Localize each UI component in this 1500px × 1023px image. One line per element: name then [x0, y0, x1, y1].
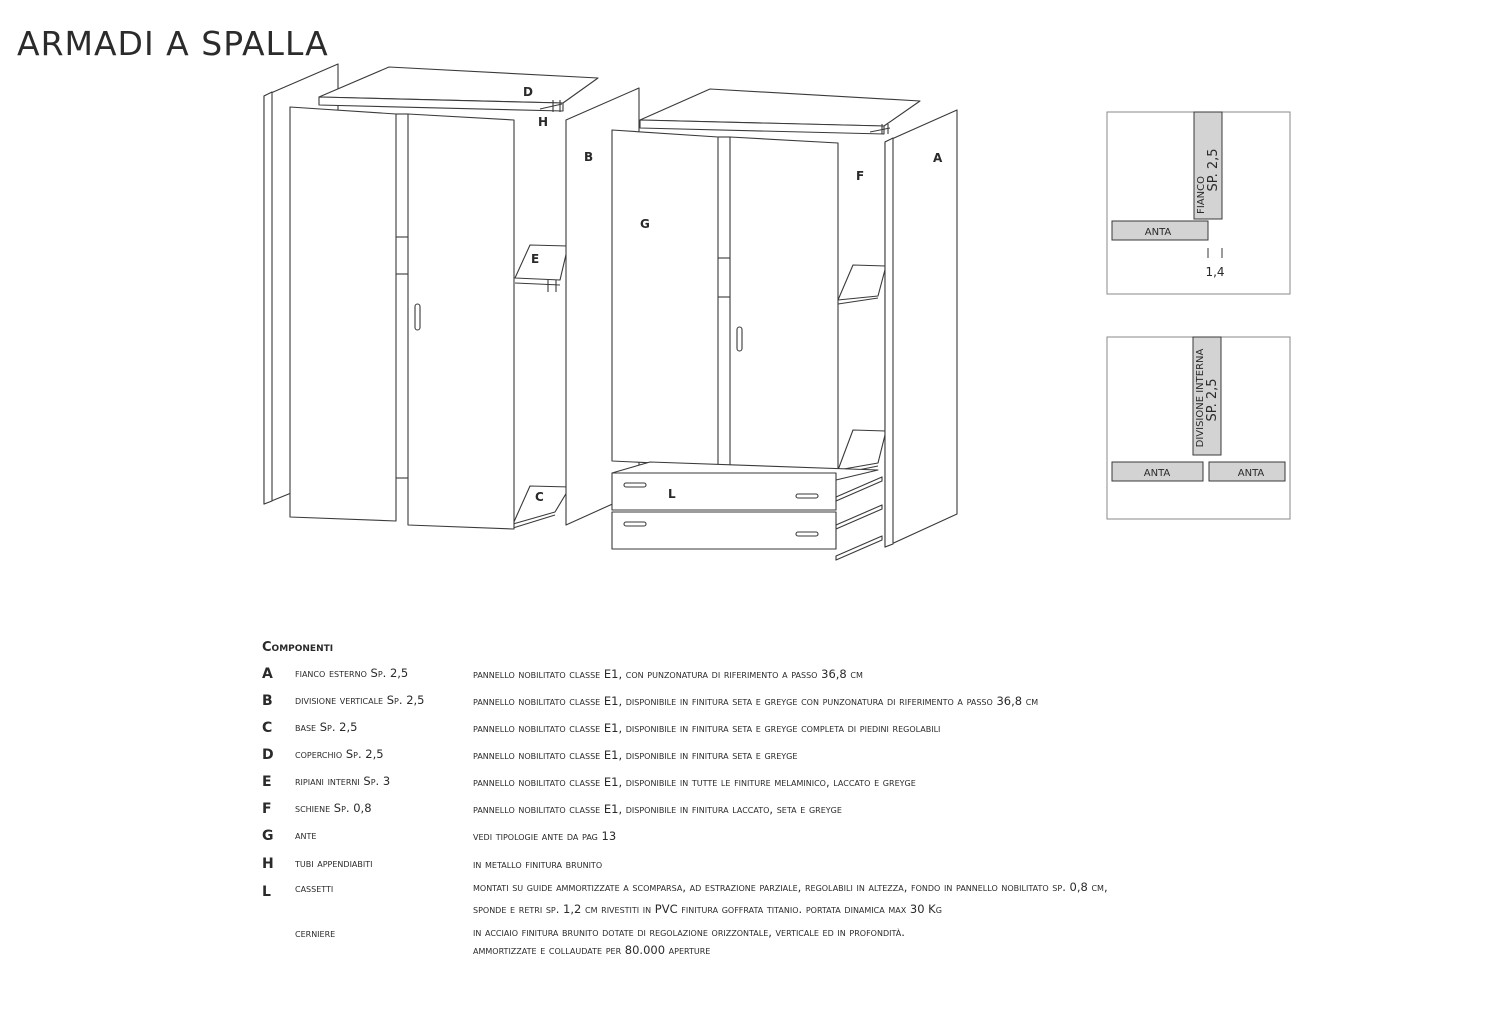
component-name: divisione verticale Sp. 2,5 [295, 693, 425, 707]
component-description: pannello nobilitato classe E1, disponibile in finitura seta e greyge [473, 748, 798, 762]
components-heading: Componenti [262, 640, 334, 655]
right-shelf-lower [838, 430, 886, 470]
drawer-top-front [612, 473, 836, 510]
component-name: coperchio Sp. 2,5 [295, 747, 384, 761]
fianco-door-label: ANTA [1144, 227, 1172, 238]
label-l: L [668, 487, 676, 501]
label-b: B [584, 150, 594, 164]
fianco-panel-thickness: SP. 2,5 [1206, 148, 1221, 192]
drawer-bottom-front [612, 512, 836, 549]
component-name: cassetti [295, 881, 334, 895]
component-letter: G [262, 828, 274, 844]
right-side-panel [885, 110, 957, 547]
component-name: cerniere [295, 926, 336, 940]
label-h: H [538, 115, 549, 129]
component-letter: B [262, 693, 273, 709]
component-description-line-2: ammortizzate e collaudate per 80.000 aperture [473, 943, 711, 957]
component-description-line-1: in acciaio finitura brunito dotate di regolazione orizzontale, verticale ed in profondità. [473, 925, 905, 939]
right-shelf-upper [838, 265, 886, 300]
component-description: pannello nobilitato classe E1, disponibile in finitura laccato, seta e greyge [473, 802, 842, 816]
component-letter: D [262, 747, 274, 763]
component-description: pannello nobilitato classe E1, disponibile in tutte le finiture melaminico, laccato e greyge [473, 775, 916, 789]
page-title: ARMADI A SPALLA [17, 24, 329, 63]
label-g: G [640, 217, 650, 231]
label-d: D [523, 85, 533, 99]
label-e: E [531, 252, 540, 266]
component-description: pannello nobilitato classe E1, disponibile in finitura seta e greyge completa di piedini regolabili [473, 721, 941, 735]
component-description: pannello nobilitato classe E1, disponibile in finitura seta e greyge con punzonatura di riferimento a passo 36,8 cm [473, 694, 1039, 708]
right-top-panel [640, 89, 920, 126]
component-name: tubi appendiabiti [295, 856, 373, 870]
component-description: in metallo finitura brunito [473, 857, 603, 871]
component-letter: F [262, 801, 272, 817]
left-door-2 [408, 114, 514, 529]
component-name: schiene Sp. 0,8 [295, 801, 372, 815]
right-door-2 [730, 137, 838, 474]
divisione-door-right-label: ANTA [1237, 468, 1265, 479]
left-door-1 [290, 107, 396, 521]
component-letter: H [262, 856, 274, 872]
component-letter: C [262, 720, 273, 736]
component-name: fianco esterno Sp. 2,5 [295, 666, 409, 680]
divisione-panel-thickness: SP. 2,5 [1205, 378, 1220, 422]
component-description-line-1: montati su guide ammortizzate a scomparsa, ad estrazione parziale, regolabili in altezza, fondo in pannello nobilitato sp. 0,8 cm, [473, 880, 1108, 894]
divisione-panel-label: DIVISIONE INTERNA [1195, 348, 1206, 448]
fianco-gap-label: 1,4 [1205, 265, 1225, 279]
divisione-door-left-label: ANTA [1143, 468, 1171, 479]
component-name: ripiani interni Sp. 3 [295, 774, 391, 788]
component-name: base Sp. 2,5 [295, 720, 358, 734]
left-shelf [515, 245, 568, 280]
component-description: pannello nobilitato classe E1, con punzonatura di riferimento a passo 36,8 cm [473, 667, 863, 681]
right-door-1 [612, 130, 718, 466]
label-a: A [933, 151, 943, 165]
left-side-panel-edge [264, 92, 272, 504]
component-letter: A [262, 666, 273, 682]
component-description-line-2: sponde e retri sp. 1,2 cm rivestiti in PVC finitura goffrata titanio. portata dinamica max 30 Kg [473, 902, 942, 916]
fianco-panel-label: FIANCO [1196, 176, 1207, 214]
label-f: F [856, 169, 865, 183]
label-c: C [535, 490, 544, 504]
component-description: vedi tipologie ante da pag 13 [473, 829, 617, 843]
component-letter: L [262, 884, 271, 900]
component-letter: E [262, 774, 272, 790]
component-name: ante [295, 828, 317, 842]
